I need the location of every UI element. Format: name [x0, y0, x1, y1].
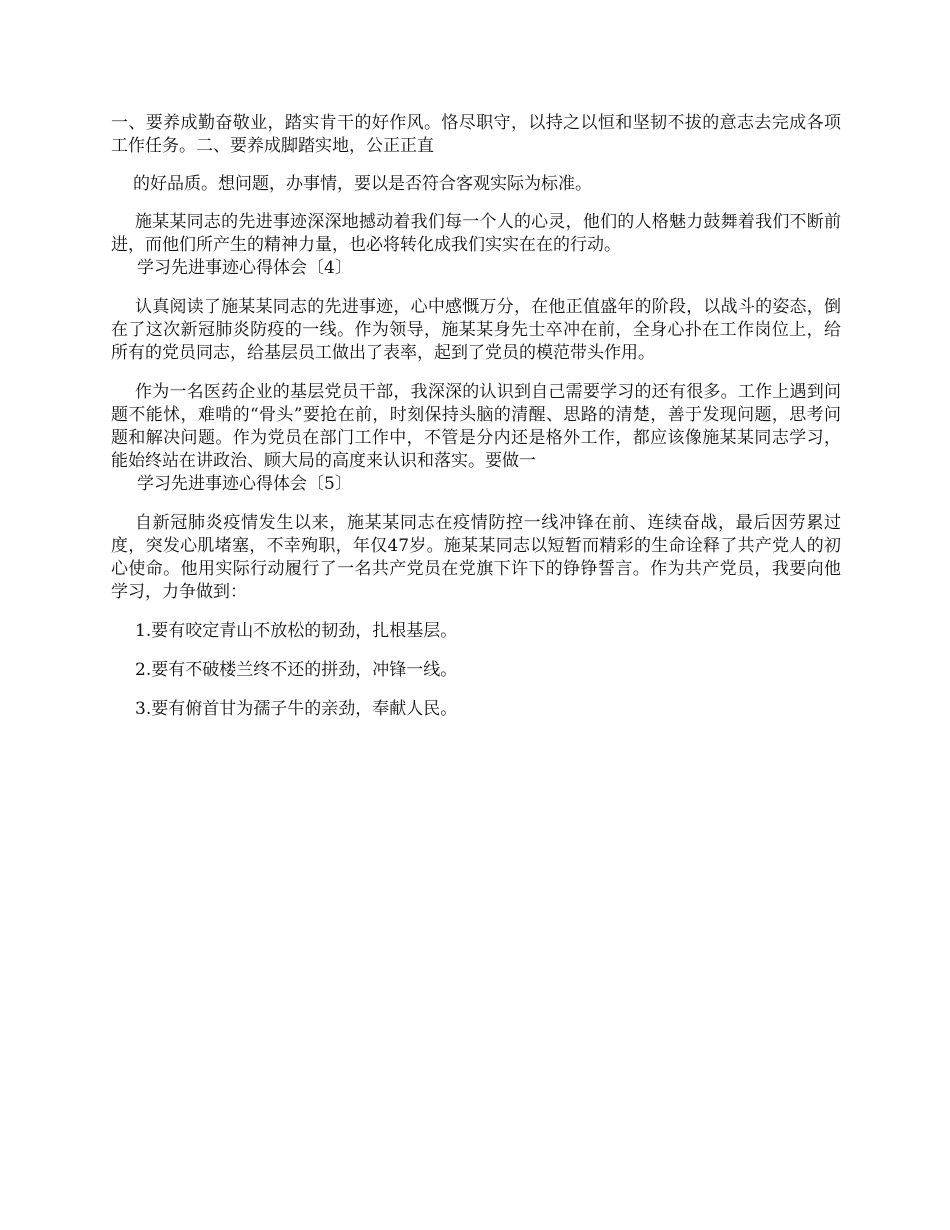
- paragraph-good-quality: 的好品质。想问题，办事情，要以是否符合客观实际为标准。: [133, 174, 592, 194]
- list-item-2: 2.要有不破楼兰终不还的拼劲，冲锋一线。: [135, 660, 458, 680]
- section-heading-4: 学习先进事迹心得体会〔4〕: [137, 258, 352, 278]
- paragraph-work-style: 一、要养成勤奋敬业，踏实肯干的好作风。恪尽职守，以持之以恒和坚韧不拔的意志去完成各项工作任务。二、要养成脚踏实地，公正正直: [111, 113, 841, 156]
- section-heading-5: 学习先进事迹心得体会〔5〕: [137, 474, 352, 494]
- paragraph-inspiration: 施某某同志的先进事迹深深地撼动着我们每一个人的心灵，他们的人格魅力鼓舞着我们不断前进，而他们所产生的精神力量，也必将转化成我们实实在在的行动。: [111, 212, 841, 255]
- document-page: [111, 112, 841, 721]
- paragraph-epidemic: 自新冠肺炎疫情发生以来，施某某同志在疫情防控一线冲锋在前、连续奋战，最后因劳累过度，突发心肌堵塞，不幸殉职，年仅47岁。施某某同志以短暂而精彩的生命诠释了共产党人的初心使命。他用实际行动履行了一名共产党员在党旗下许下的铮铮誓言。作为共产党员，我要向他学习，力争做到：: [111, 513, 841, 602]
- list-item-3: 3.要有俯首甘为孺子牛的亲劲，奉献人民。: [135, 699, 458, 719]
- list-item-1: 1.要有咬定青山不放松的韧劲，扎根基层。: [135, 621, 458, 641]
- paragraph-party-cadre: 作为一名医药企业的基层党员干部，我深深的认识到自己需要学习的还有很多。工作上遇到问题不能怵，难啃的“骨头”要抢在前，时刻保持头脑的清醒、思路的清楚，善于发现问题，思考问题和解决问题。作为党员在部门工作中，不管是分内还是格外工作，都应该像施某某同志学习，能始终站在讲政治、顾大局的高度来认识和落实。要做一: [111, 382, 841, 471]
- paragraph-reading-reflection: 认真阅读了施某某同志的先进事迹，心中感慨万分，在他正值盛年的阶段，以战斗的姿态，倒在了这次新冠肺炎防疫的一线。作为领导，施某某身先士卒冲在前，全身心扑在工作岗位上，给所有的党员同志，给基层员工做出了表率，起到了党员的模范带头作用。: [111, 297, 841, 363]
